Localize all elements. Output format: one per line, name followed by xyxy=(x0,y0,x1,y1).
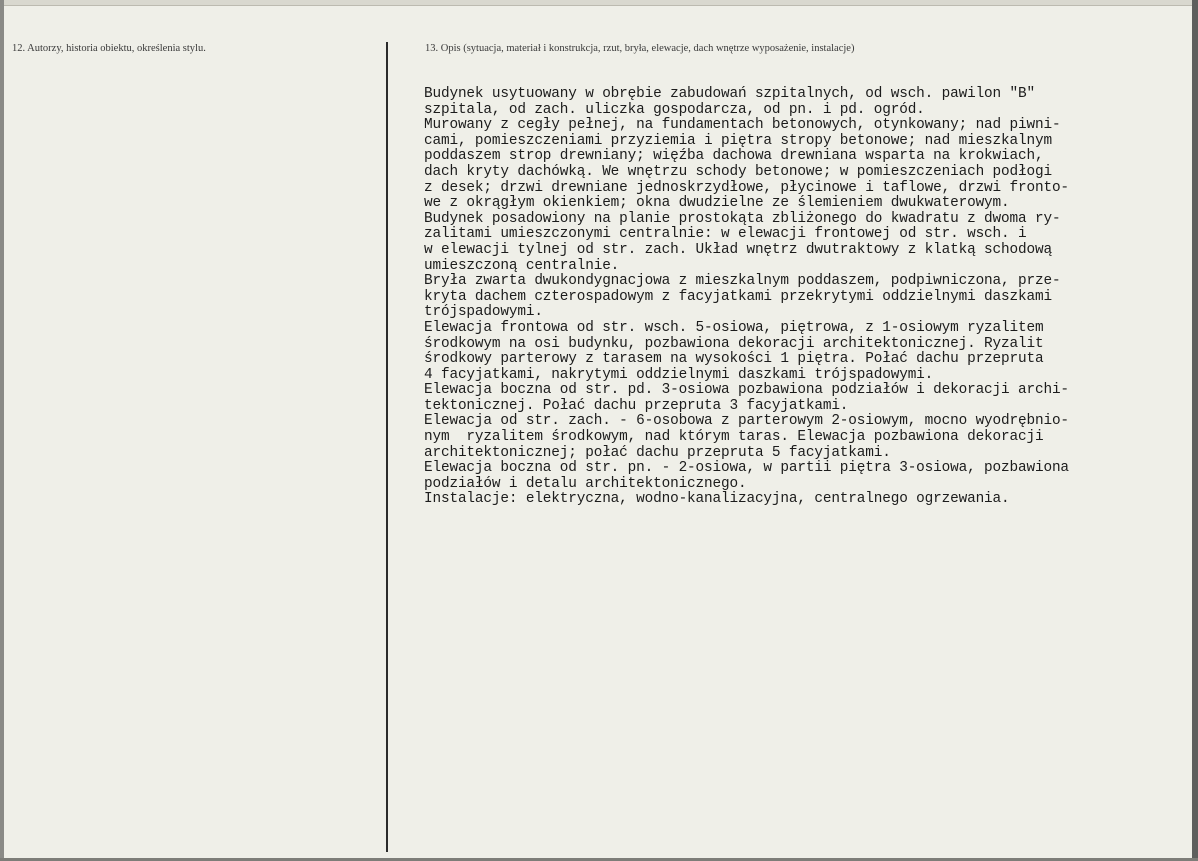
sheet-left-edge xyxy=(0,0,4,861)
description-line: Bryła zwarta dwukondygnacjowa z mieszkalnym poddaszem, podpiwniczona, prze- xyxy=(424,273,1061,290)
description-line: podziałów i detalu architektonicznego. xyxy=(424,475,747,492)
sheet-right-edge xyxy=(1192,0,1198,861)
description-line: we z okrągłym okienkiem; okna dwudzielne ze ślemieniem dwukwaterowym. xyxy=(424,195,1010,212)
description-line: Elewacja boczna od str. pd. 3-osiowa pozbawiona podziałów i dekoracji archi- xyxy=(424,382,1069,399)
description-line: trójspadowymi. xyxy=(424,304,543,321)
description-line: Budynek posadowiony na planie prostokąta zbliżonego do kwadratu z dwoma ry- xyxy=(424,210,1061,227)
description-line: cami, pomieszczeniami przyziemia i piętra stropy betonowe; nad mieszkalnym xyxy=(424,132,1052,149)
description-line: Elewacja boczna od str. pn. - 2-osiowa, w partii piętra 3-osiowa, pozbawiona xyxy=(424,460,1069,477)
description-line: 4 facyjatkami, nakrytymi oddzielnymi daszkami trójspadowymi. xyxy=(424,366,934,383)
section-12-heading: 12. Autorzy, historia obiektu, określenia stylu. xyxy=(12,43,206,54)
description-line: w elewacji tylnej od str. zach. Układ wnętrz dwutraktowy z klatką schodową xyxy=(424,241,1052,258)
section-13-heading: 13. Opis (sytuacja, materiał i konstrukcja, rzut, bryła, elewacje, dach wnętrze wyposażenie, instalacje) xyxy=(425,43,855,54)
description-line: poddaszem strop drewniany; więźba dachowa drewniana wsparta na krokwiach, xyxy=(424,148,1044,165)
description-line: dach kryty dachówką. We wnętrzu schody betonowe; w pomieszczeniach podłogi xyxy=(424,163,1052,180)
sheet-top-edge xyxy=(0,0,1198,6)
description-line: nym ryzalitem środkowym, nad którym taras. Elewacja pozbawiona dekoracji xyxy=(424,429,1044,446)
description-line: umieszczoną centralnie. xyxy=(424,257,620,274)
description-line: zalitami umieszczonymi centralnie: w elewacji frontowej od str. wsch. i xyxy=(424,226,1027,243)
description-line: Budynek usytuowany w obrębie zabudowań szpitalnych, od wsch. pawilon "B" xyxy=(424,86,1035,102)
column-divider xyxy=(386,42,388,852)
description-line: tektonicznej. Połać dachu przepruta 3 facyjatkami. xyxy=(424,397,849,414)
description-line: środkowym na osi budynku, pozbawiona dekoracji architektonicznej. Ryzalit xyxy=(424,335,1044,352)
description-line: Elewacja frontowa od str. wsch. 5-osiowa, piętrowa, z 1-osiowym ryzalitem xyxy=(424,319,1044,336)
description-line: środkowy parterowy z tarasem na wysokości 1 piętra. Połać dachu przepruta xyxy=(424,351,1044,368)
description-line: Instalacje: elektryczna, wodno-kanalizacyjna, centralnego ogrzewania. xyxy=(424,491,1010,508)
description-text xyxy=(424,87,1189,508)
description-line: Elewacja od str. zach. - 6-osobowa z parterowym 2-osiowym, mocno wyodrębnio- xyxy=(424,413,1069,430)
description-line: szpitala, od zach. uliczka gospodarcza, od pn. i pd. ogród. xyxy=(424,101,925,118)
description-line: architektonicznej; połać dachu przepruta 5 facyjatkami. xyxy=(424,444,891,461)
description-line: Murowany z cegły pełnej, na fundamentach betonowych, otynkowany; nad piwni- xyxy=(424,117,1061,134)
description-line: kryta dachem czterospadowym z facyjatkami przekrytymi oddzielnymi daszkami xyxy=(424,288,1052,305)
description-line: z desek; drzwi drewniane jednoskrzydłowe, płycinowe i taflowe, drzwi fronto- xyxy=(424,179,1069,196)
